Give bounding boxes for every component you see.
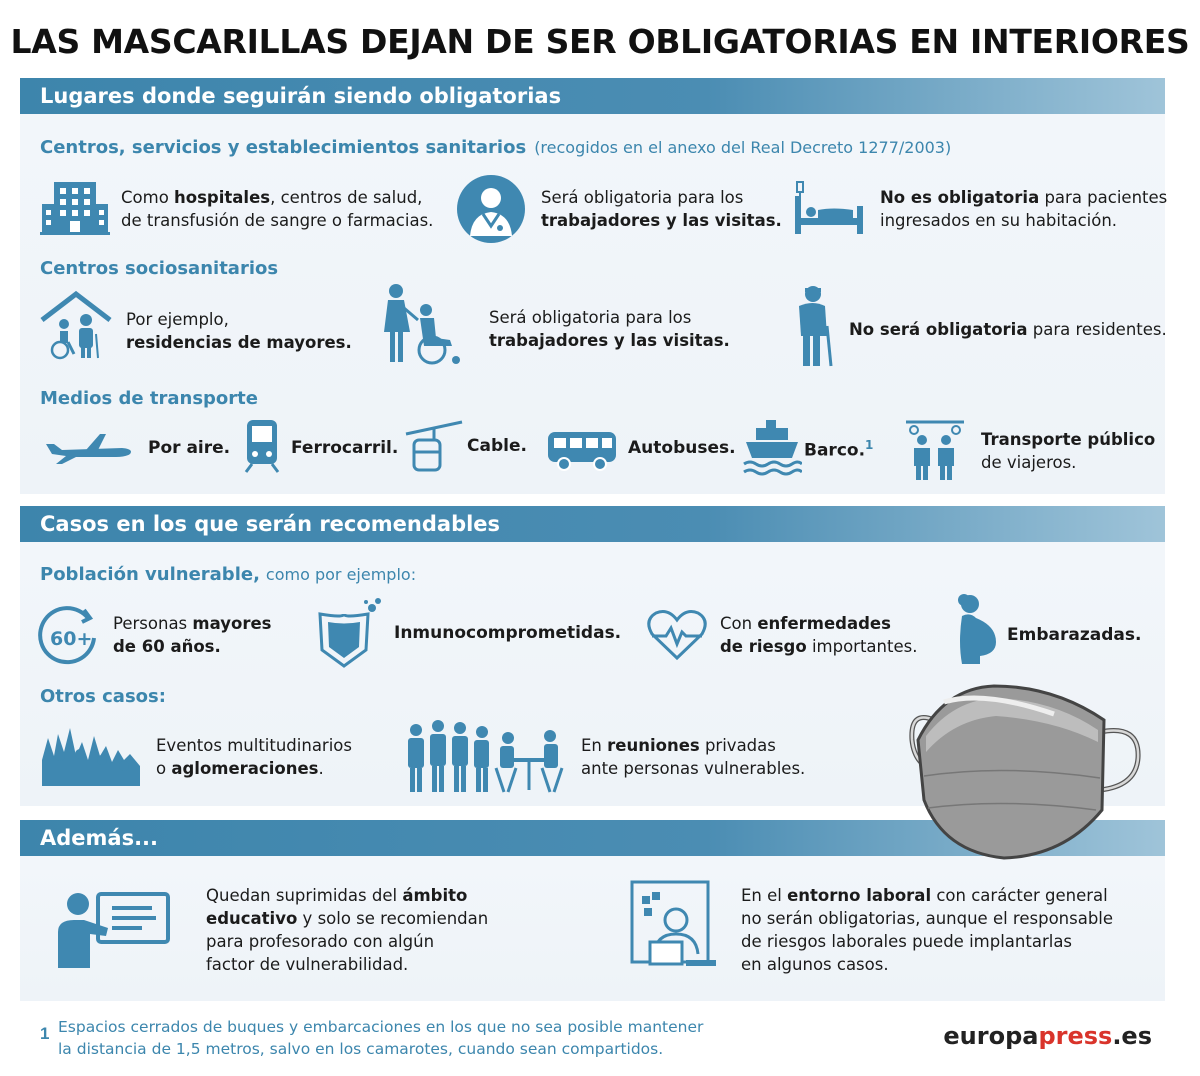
ademas-educativo: Quedan suprimidas del ámbito educativo y solo se recomiendan para profesorado con algún factor de vulnerabilidad. (206, 886, 489, 974)
face-mask-illustration (904, 680, 1144, 862)
vulnerable-inmuno: Inmunocomprometidas. (394, 623, 622, 643)
section-ademas-heading: Además... (20, 820, 1165, 856)
cable-car-icon (404, 420, 464, 472)
vulnerable-title: Población vulnerable, como por ejemplo: (40, 564, 417, 585)
airplane-icon (42, 430, 134, 466)
europapress-logo: europapress.es (943, 1022, 1152, 1050)
caretaker-wheelchair-icon (380, 282, 466, 366)
transporte-publico: Transporte público de viajeros. (981, 430, 1156, 472)
otros-eventos: Eventos multitudinarios o aglomeraciones. (156, 736, 352, 778)
sanitarios-item-hospitales: Como hospitales, centros de salud, de transfusión de sangre o farmacias. (121, 188, 434, 230)
footnote-number: 1 (40, 1024, 50, 1043)
pregnant-woman-icon (956, 592, 1000, 666)
crowd-icon (42, 716, 140, 786)
care-home-icon (40, 290, 112, 360)
office-worker-icon (630, 880, 722, 972)
transporte-title: Medios de transporte (40, 388, 258, 409)
doctor-icon (456, 174, 526, 244)
sanitarios-item-pacientes: No es obligatoria para pacientes ingresados en su habitación. (880, 188, 1168, 230)
sociosanitarios-item-residentes: No será obligatoria para residentes. (849, 320, 1167, 339)
section-recomendables-heading: Casos en los que serán recomendables (20, 506, 1165, 542)
sanitarios-note: (recogidos en el anexo del Real Decreto 1277/2003) (534, 138, 952, 157)
sociosanitarios-item-residencias: Por ejemplo, residencias de mayores. (126, 310, 352, 352)
train-icon (244, 418, 280, 474)
footnote-text: Espacios cerrados de buques y embarcaciones en los que no sea posible mantener la distancia de 1,5 metros, salvo en los camarotes, cuando sean compartidos. (58, 1018, 704, 1058)
transporte-ferrocarril: Ferrocarril. (291, 438, 399, 458)
teacher-whiteboard-icon (54, 888, 172, 968)
heart-pulse-icon (646, 608, 708, 662)
people-meeting-icon (404, 718, 564, 794)
vulnerable-embarazadas: Embarazadas. (1007, 625, 1142, 645)
transporte-cable: Cable. (467, 436, 527, 456)
sociosanitarios-item-trabajadores: Será obligatoria para los trabajadores y las visitas. (489, 308, 730, 350)
hospital-bed-icon (793, 178, 865, 236)
page-title: LAS MASCARILLAS DEJAN DE SER OBLIGATORIAS EN INTERIORES (10, 22, 1190, 61)
ship-icon (742, 418, 802, 476)
section-obligatorias-heading: Lugares donde seguirán siendo obligatorias (20, 78, 1165, 114)
vulnerable-mayores: Personas mayores de 60 años. (113, 614, 272, 656)
sanitarios-item-trabajadores: Será obligatoria para los trabajadores y las visitas. (541, 188, 782, 230)
transporte-autobuses: Autobuses. (628, 438, 736, 458)
hospital-icon (40, 178, 110, 236)
transporte-barco: Barco.$^1$ (804, 438, 874, 461)
shield-icon (316, 598, 384, 668)
public-transport-passengers-icon (904, 418, 966, 482)
sixty-plus-badge: 60+ (50, 628, 93, 650)
transporte-aire: Por aire. (148, 438, 231, 458)
otros-reuniones: En reuniones privadas ante personas vulnerables. (581, 736, 806, 778)
elderly-person-icon (793, 284, 839, 368)
sociosanitarios-title: Centros sociosanitarios (40, 258, 279, 279)
sixty-plus-icon (38, 606, 100, 666)
sanitarios-title: Centros, servicios y establecimientos sanitarios (recogidos en el anexo del Real Decreto 1277/2003) (40, 137, 952, 158)
footnote-ref: 1 (865, 438, 874, 452)
bus-icon (546, 430, 618, 472)
ademas-laboral: En el entorno laboral con carácter general no serán obligatorias, aunque el responsable de riesgos laborales puede implantarlas en algunos casos. (741, 886, 1114, 974)
otros-casos-title: Otros casos: (40, 686, 166, 707)
vulnerable-enfermedades: Con enfermedades de riesgo importantes. (720, 614, 918, 656)
